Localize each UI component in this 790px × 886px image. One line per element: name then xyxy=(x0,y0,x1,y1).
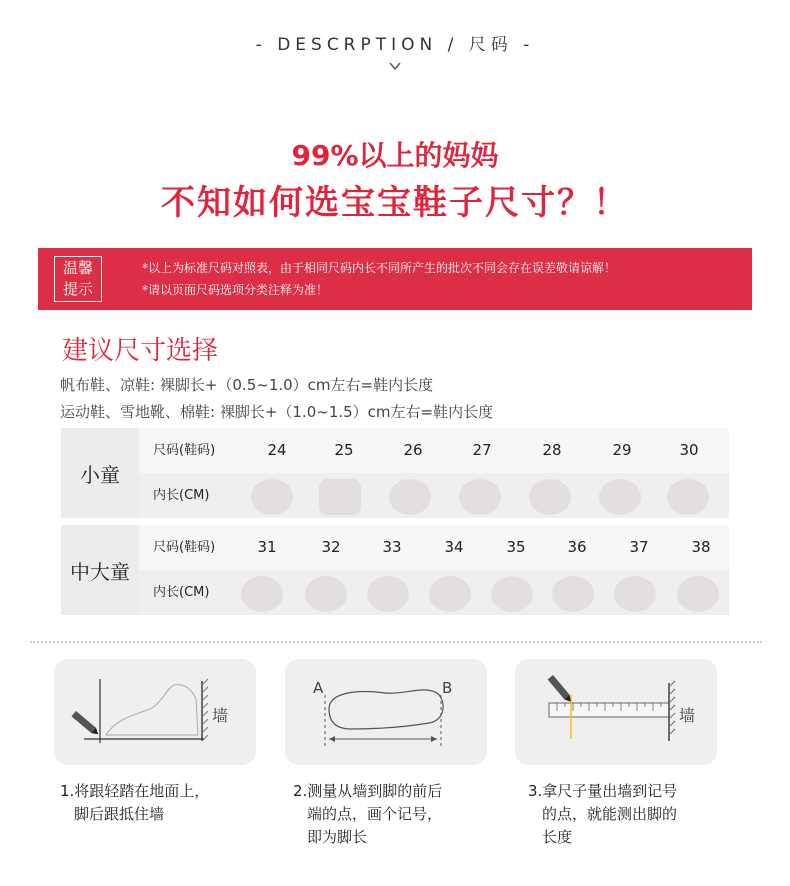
chevron-down-icon xyxy=(388,59,402,73)
blurred-value xyxy=(491,576,533,612)
section-header xyxy=(0,30,790,73)
step3-caption xyxy=(528,780,728,849)
length-row-label: 内长(CM) xyxy=(153,585,210,600)
step2-caption xyxy=(293,780,493,849)
length-row xyxy=(139,473,729,518)
size-cell: 26 xyxy=(403,441,423,459)
notice-badge-line2: 提示 xyxy=(62,280,93,298)
length-row xyxy=(139,570,729,615)
header-title: - DESCRPTION / 尺码 - xyxy=(255,35,535,55)
blurred-value xyxy=(389,479,431,515)
size-cell: 24 xyxy=(267,441,287,459)
notice-badge-line1: 温馨 xyxy=(62,259,93,277)
headline-line1: 99%以上的妈妈 xyxy=(291,139,499,172)
blurred-value xyxy=(667,479,709,515)
caption-line: 长度 xyxy=(542,828,573,846)
length-row-label: 内长(CM) xyxy=(153,488,210,503)
point-b-label: B xyxy=(442,679,453,697)
group-label: 小童 xyxy=(61,428,139,518)
blurred-value xyxy=(319,479,361,515)
blurred-value xyxy=(241,576,283,612)
step3-illustration xyxy=(515,659,717,765)
size-cell: 31 xyxy=(257,538,277,556)
size-row xyxy=(139,428,729,473)
caption-line: 脚后跟抵住墙 xyxy=(74,805,165,823)
size-table-small xyxy=(61,428,729,518)
blurred-value xyxy=(459,479,501,515)
wall-label: 墙 xyxy=(212,706,229,725)
dotted-divider xyxy=(30,641,762,643)
size-cell: 34 xyxy=(444,538,464,556)
size-cell: 30 xyxy=(679,441,699,459)
blurred-value xyxy=(305,576,347,612)
rule-canvas-sandals: 帆布鞋、凉鞋: 裸脚长+（0.5~1.0）cm左右=鞋内长度 xyxy=(60,376,434,394)
size-cell: 25 xyxy=(334,441,354,459)
caption-line: 即为脚长 xyxy=(307,828,368,846)
notice-badge xyxy=(54,256,102,302)
point-a-label: A xyxy=(313,679,324,697)
blurred-value xyxy=(677,576,719,612)
blurred-value xyxy=(367,576,409,612)
wall-label: 墙 xyxy=(679,706,696,725)
caption-line: 3.拿尺子量出墙到记号 xyxy=(528,782,678,800)
notice-text xyxy=(142,257,616,301)
caption-line: 2.测量从墙到脚的前后 xyxy=(293,782,443,800)
notice-banner xyxy=(38,248,752,310)
caption-line: 的点，就能测出脚的 xyxy=(542,805,678,823)
blurred-value xyxy=(552,576,594,612)
notice-text-line2: *请以页面尺码选项分类注释为准！ xyxy=(142,283,329,297)
caption-line: 端的点，画个记号， xyxy=(307,805,443,823)
size-row-label: 尺码(鞋码) xyxy=(153,443,216,458)
size-cell: 29 xyxy=(612,441,632,459)
size-row-label: 尺码(鞋码) xyxy=(153,540,216,555)
blurred-value xyxy=(251,479,293,515)
size-row xyxy=(139,525,729,570)
size-cell: 35 xyxy=(506,538,526,556)
rule-sports-boots: 运动鞋、雪地靴、棉鞋: 裸脚长+（1.0~1.5）cm左右=鞋内长度 xyxy=(60,403,494,421)
size-cell: 28 xyxy=(542,441,562,459)
section-title: 建议尺寸选择 xyxy=(62,336,219,366)
blurred-value xyxy=(614,576,656,612)
size-cell: 32 xyxy=(321,538,341,556)
step1-illustration xyxy=(54,659,256,765)
notice-text-line1: *以上为标准尺码对照表，由于相同尺码内长不同所产生的批次不同会存在误差敬请谅解！ xyxy=(142,261,617,275)
size-cell: 37 xyxy=(629,538,649,556)
blurred-value xyxy=(529,479,571,515)
step1-caption xyxy=(60,780,260,826)
step2-illustration xyxy=(285,659,487,765)
blurred-value xyxy=(599,479,641,515)
foot-outline-illustration xyxy=(285,659,487,765)
size-cell: 38 xyxy=(691,538,711,556)
size-cell: 33 xyxy=(382,538,402,556)
blurred-value xyxy=(429,576,471,612)
headline-line2: 不知如何选宝宝鞋子尺寸？！ xyxy=(161,183,629,223)
group-label: 中大童 xyxy=(61,525,139,615)
caption-line: 1.将跟轻踏在地面上， xyxy=(60,782,210,800)
size-cell: 27 xyxy=(472,441,492,459)
size-table-large xyxy=(61,525,729,615)
size-cell: 36 xyxy=(567,538,587,556)
